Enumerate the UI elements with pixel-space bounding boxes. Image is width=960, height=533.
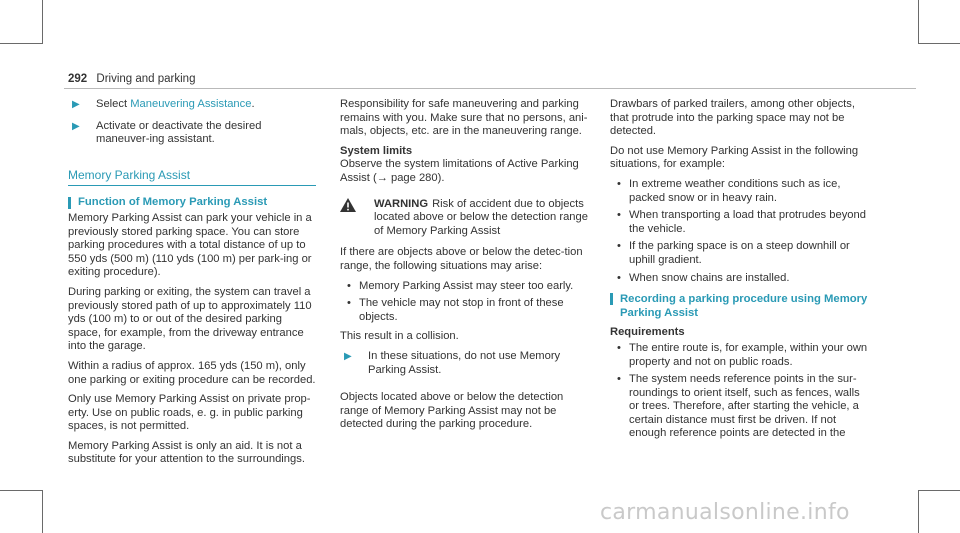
paragraph: Observe the system limitations of Active Parking Assist (→ page 280). bbox=[340, 158, 579, 184]
crop-mark bbox=[0, 43, 42, 44]
crop-mark bbox=[918, 490, 960, 491]
paragraph: Within a radius of approx. 165 yds (150 m), only one parking or exiting procedure can be recorded. bbox=[68, 359, 316, 386]
list-item: • The system needs reference points in the sur-roundings to orient itself, such as fences, walls or trees. Therefore, after starting the vehicle, a certain distance must first be driven. If not enough reference points are detected in the bbox=[610, 373, 872, 441]
paragraph: Objects located above or below the detection range of Memory Parking Assist may not be detected during the parking procedure. bbox=[340, 391, 564, 431]
list-item: • When snow chains are installed. bbox=[610, 272, 872, 286]
system-limits-heading: System limits bbox=[340, 144, 413, 157]
arrow-icon: ▶ bbox=[72, 99, 80, 110]
section-bar-icon bbox=[68, 197, 71, 209]
maneuvering-assistance-link[interactable]: Maneuvering Assistance bbox=[130, 98, 252, 110]
paragraph: Do not use Memory Parking Assist in the following situations, for example: bbox=[610, 144, 859, 171]
list-item: • The entire route is, for example, within your own property and not on public roads. bbox=[610, 342, 872, 369]
crop-mark bbox=[918, 490, 919, 533]
step-text: Activate or deactivate the desired maneuver-ing assistant. bbox=[96, 119, 262, 146]
crop-mark bbox=[0, 490, 42, 491]
requirements-list bbox=[610, 342, 872, 441]
paragraph: Memory Parking Assist is only an aid. It is not a substitute for your attention to the surroundings. bbox=[68, 439, 305, 466]
subsection-title: Recording a parking procedure using Memory Parking Assist bbox=[610, 293, 872, 320]
warning-text: Risk of accident due to objects located above or below the detection range of Memory Parking Assist bbox=[374, 197, 588, 237]
subsection-title: Function of Memory Parking Assist bbox=[68, 196, 316, 210]
crop-mark bbox=[42, 0, 43, 44]
paragraph: Only use Memory Parking Assist on private prop-erty. Use on public roads, e. g. in public parking spaces, is not permitted. bbox=[68, 393, 311, 433]
warning-icon bbox=[340, 198, 374, 239]
warning-box bbox=[340, 198, 588, 378]
paragraph: During parking or exiting, the system can travel a previously stored path of up to approximately 110 yds (100 m) to or out of the desired parking space, for example, from the driveway entrance into the garage. bbox=[68, 285, 312, 353]
warning-body: If there are objects above or below the detec-tion range, the following situations may arise: bbox=[340, 246, 583, 272]
warning-list bbox=[340, 280, 588, 325]
crop-mark bbox=[918, 43, 960, 44]
arrow-icon: ▶ bbox=[344, 350, 352, 362]
step-text: Select Maneuvering Assistance. bbox=[96, 98, 255, 110]
paragraph: Responsibility for safe maneuvering and parking remains with you. Make sure that no persons, ani-mals, objects, etc. are in the maneuvering range. bbox=[340, 98, 588, 138]
paragraph: Memory Parking Assist can park your vehicle in a previously stored parking space. You can store parking procedures with a total distance of up to 550 yds (500 m) (110 yds (100 m) per park-ing or exiting procedure). bbox=[68, 211, 312, 279]
column-3 bbox=[610, 98, 872, 447]
crop-mark bbox=[918, 0, 919, 44]
section-name: Driving and parking bbox=[96, 73, 196, 85]
header-divider bbox=[64, 88, 916, 89]
step-activate bbox=[68, 120, 316, 147]
column-2 bbox=[340, 98, 588, 438]
page-header bbox=[68, 73, 195, 85]
list-item: • If the parking space is on a steep downhill or uphill gradient. bbox=[610, 240, 872, 267]
list-item: • In extreme weather conditions such as ice, packed snow or in heavy rain. bbox=[610, 178, 872, 205]
list-item: • The vehicle may not stop in front of these objects. bbox=[340, 297, 588, 324]
situations-list bbox=[610, 178, 872, 285]
warning-label: WARNING bbox=[374, 197, 429, 210]
crop-mark bbox=[42, 490, 43, 533]
warning-step: ▶ In these situations, do not use Memory Parking Assist. bbox=[340, 350, 588, 377]
watermark: carmanualsonline.info bbox=[600, 500, 850, 525]
warning-result: This result in a collision. bbox=[340, 330, 459, 343]
requirements-heading: Requirements bbox=[610, 326, 685, 339]
paragraph: Drawbars of parked trailers, among other objects, that protrude into the parking space may not be detected. bbox=[610, 98, 855, 138]
page-number: 292 bbox=[68, 73, 88, 85]
arrow-icon: ▶ bbox=[72, 120, 80, 132]
step-select bbox=[68, 98, 316, 112]
column-1 bbox=[68, 98, 316, 473]
section-bar-icon bbox=[610, 293, 613, 305]
section-title: Memory Parking Assist bbox=[68, 169, 316, 187]
list-item: • Memory Parking Assist may steer too early. bbox=[340, 280, 588, 294]
list-item: • When transporting a load that protrudes beyond the vehicle. bbox=[610, 209, 872, 236]
